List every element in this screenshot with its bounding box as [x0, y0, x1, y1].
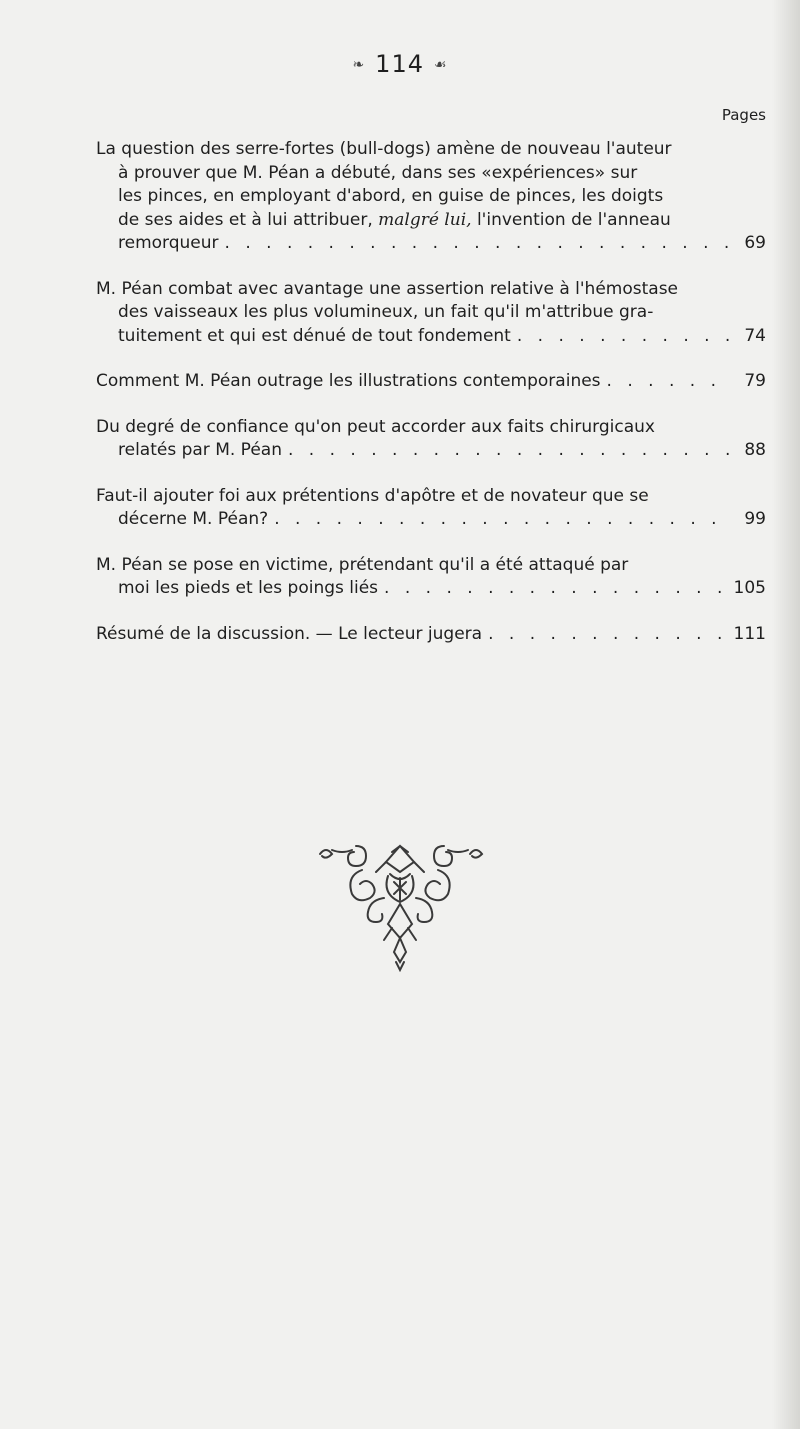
dot-leader	[517, 325, 732, 349]
toc-page-number: 69	[744, 233, 766, 253]
toc-entry-line: Résumé de la discussion. — Le lecteur jugera	[96, 623, 483, 644]
pages-column-label: Pages	[721, 106, 766, 124]
toc-entry-last-line	[96, 370, 766, 394]
toc-entry-line: Faut-il ajouter foi aux prétentions d'apôtre et de novateur que se	[96, 485, 649, 506]
dot-leader	[607, 370, 732, 394]
toc-page-number: 74	[744, 325, 766, 346]
toc-entry-line: M. Péan combat avec avantage une assertion relative à l'hémostase	[96, 278, 679, 299]
toc-entry-line: tuitement et qui est dénué de tout fondement	[118, 325, 511, 346]
toc-entry-last-line	[96, 623, 766, 647]
toc-entry	[96, 138, 766, 256]
dot-leader	[288, 439, 732, 463]
italic-phrase: malgré lui,	[378, 209, 472, 230]
dot-leader	[225, 232, 732, 256]
table-of-contents	[96, 138, 766, 668]
toc-entry-line: Du degré de confiance qu'on peut accorder aux faits chirurgicaux	[96, 416, 655, 437]
page-number: 114	[375, 50, 424, 78]
toc-entry-line: à prouver que M. Péan a débuté, dans ses «expériences» sur	[118, 162, 638, 183]
toc-entry-line: décerne M. Péan?	[118, 509, 269, 529]
toc-entry-last-line	[96, 508, 766, 532]
dot-leader	[384, 577, 728, 601]
toc-entry-line: Comment M. Péan outrage les illustrations contemporaines	[96, 371, 601, 391]
toc-entry-last-line	[96, 232, 766, 256]
toc-page-number: 111	[733, 623, 766, 644]
toc-entry	[96, 416, 766, 463]
toc-entry-line: La question des serre-fortes (bull-dogs) amène de nouveau l'auteur	[96, 139, 672, 159]
scroll-ornament-icon: ☙	[433, 57, 448, 73]
toc-page-number: 88	[744, 440, 766, 460]
toc-entry	[96, 554, 766, 601]
toc-entry-line: des vaisseaux les plus volumineux, un fait qu'il m'attribue gra-	[118, 302, 654, 322]
dot-leader	[488, 623, 727, 647]
toc-entry	[96, 485, 766, 532]
toc-page-number: 99	[744, 509, 766, 529]
toc-entry-last-line	[96, 577, 766, 601]
dot-leader	[274, 508, 732, 532]
toc-page-number: 105	[733, 578, 766, 598]
toc-entry-line: remorqueur	[118, 233, 219, 253]
decorative-tailpiece-icon	[310, 842, 490, 972]
toc-entry-line: moi les pieds et les poings liés	[118, 578, 379, 598]
toc-entry-line: les pinces, en employant d'abord, en guise de pinces, les doigts	[118, 186, 664, 206]
toc-page-number: 79	[744, 371, 766, 391]
toc-entry	[96, 623, 766, 647]
toc-entry-line: relatés par M. Péan	[118, 440, 282, 460]
toc-entry-last-line	[96, 325, 766, 349]
toc-entry-line: de ses aides et à lui attribuer, malgré lui, l'invention de l'anneau	[118, 209, 671, 230]
toc-entry-line: M. Péan se pose en victime, prétendant qu'il a été attaqué par	[96, 554, 629, 575]
toc-entry	[96, 370, 766, 394]
scroll-ornament-icon: ❧	[352, 57, 366, 73]
toc-entry	[96, 278, 766, 349]
page-header	[0, 50, 800, 78]
page-edge-shadow	[772, 0, 800, 1429]
toc-entry-last-line	[96, 439, 766, 463]
